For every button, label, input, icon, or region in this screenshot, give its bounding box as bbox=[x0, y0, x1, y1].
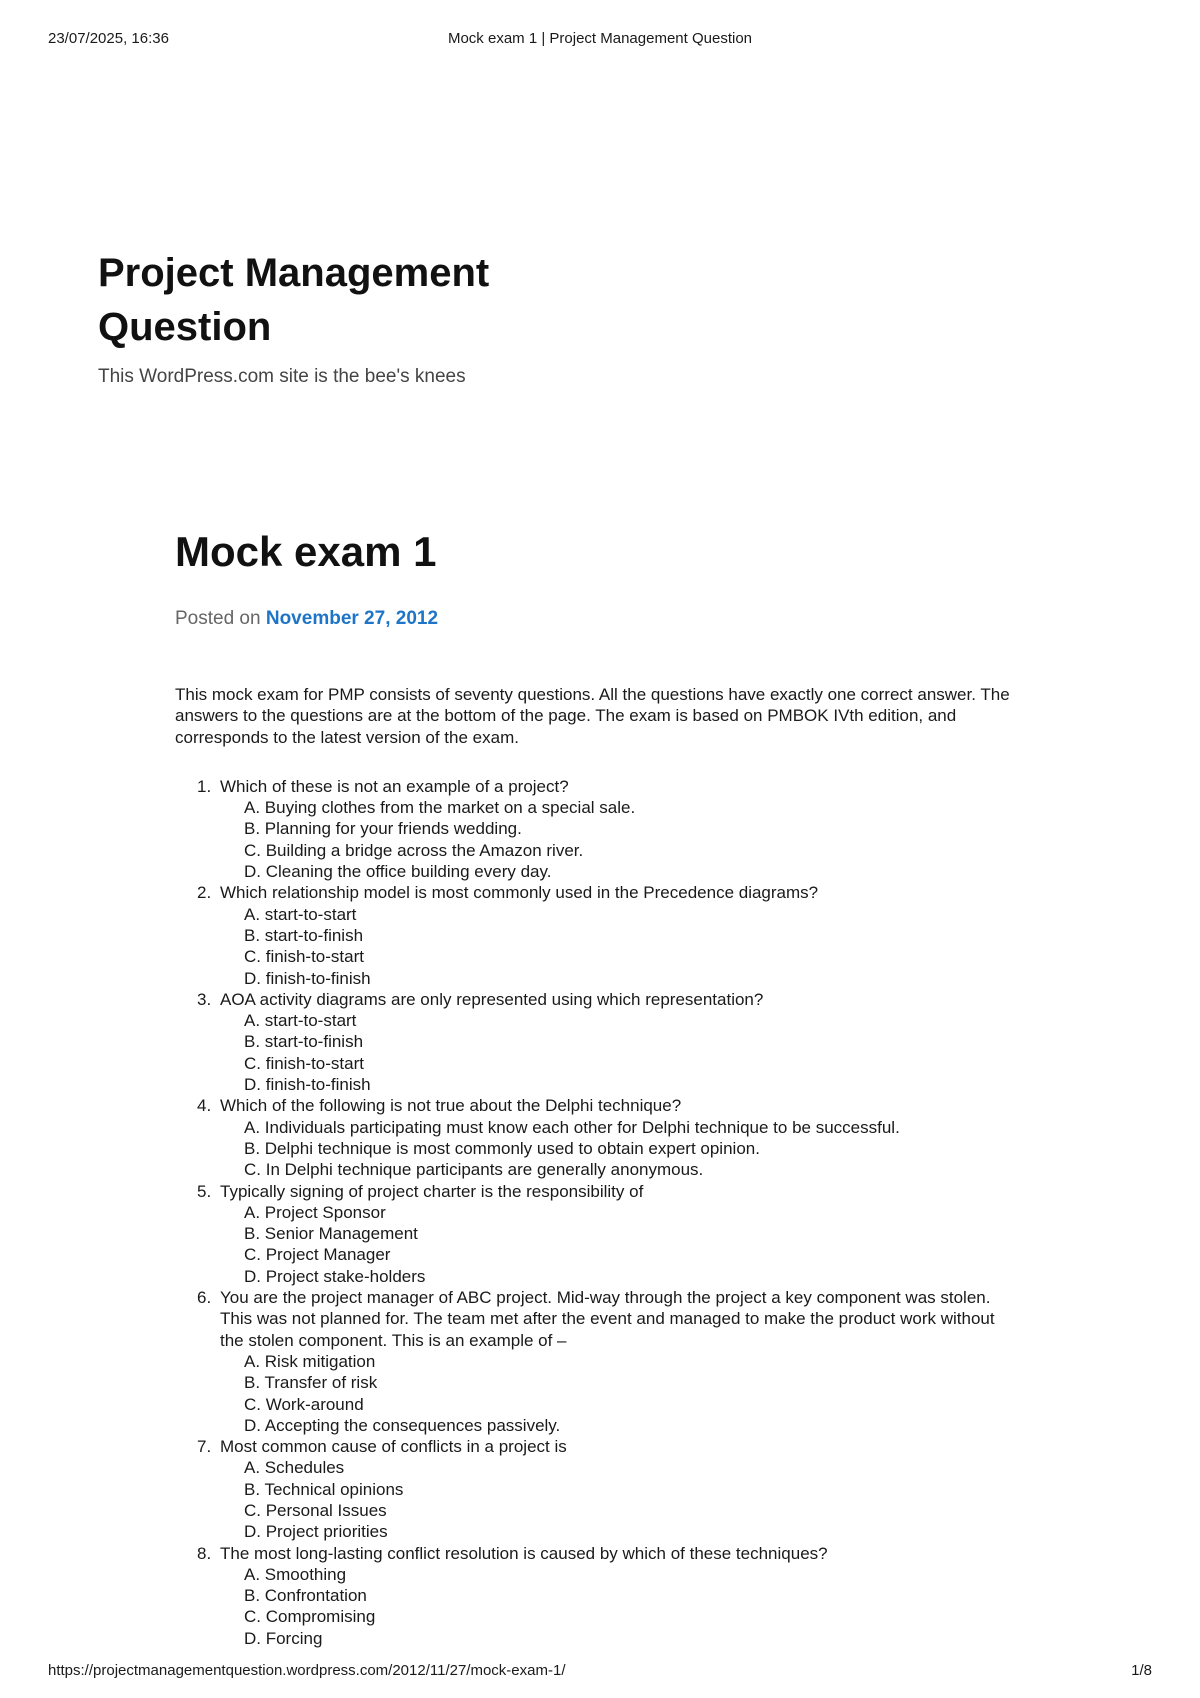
answer-option: A. Project Sponsor bbox=[244, 1202, 386, 1222]
question-number: 2. bbox=[197, 883, 212, 903]
answer-option: C. finish-to-start bbox=[244, 947, 364, 967]
answer-option: B. Planning for your friends wedding. bbox=[244, 819, 522, 839]
answer-option: C. finish-to-start bbox=[244, 1053, 364, 1073]
question-item bbox=[175, 1181, 1035, 1287]
print-page-title: Mock exam 1 | Project Management Question bbox=[447, 30, 753, 47]
print-footer bbox=[48, 1662, 1152, 1682]
question-text: Most common cause of conflicts in a project is bbox=[220, 1437, 567, 1457]
answer-option: A. start-to-start bbox=[244, 904, 357, 924]
answer-option: D. Cleaning the office building every day. bbox=[244, 862, 552, 882]
answer-option: C. Project Manager bbox=[244, 1245, 391, 1265]
question-text: You are the project manager of ABC project. Mid-way through the project a key component was stolen. This was not planned for. The team met after the event and managed to make the product work without the stolen component. This is an example of – bbox=[220, 1288, 995, 1350]
question-item bbox=[175, 989, 1035, 1095]
print-page-number: 1/8 bbox=[1131, 1662, 1152, 1679]
question-item bbox=[175, 1436, 1035, 1542]
question-item bbox=[175, 1287, 1035, 1436]
question-text: Typically signing of project charter is the responsibility of bbox=[220, 1181, 644, 1201]
answer-option: B. Delphi technique is most commonly used to obtain expert opinion. bbox=[244, 1138, 760, 1158]
answer-option: D. Project stake-holders bbox=[244, 1266, 426, 1286]
answer-option: C. Compromising bbox=[244, 1607, 376, 1627]
answer-option: C. Personal Issues bbox=[244, 1500, 387, 1520]
answer-option: C. Building a bridge across the Amazon river. bbox=[244, 840, 584, 860]
entry-meta bbox=[175, 608, 1035, 630]
question-item bbox=[175, 882, 1035, 988]
question-number: 5. bbox=[197, 1181, 212, 1201]
article bbox=[175, 524, 1035, 1649]
question-text: Which relationship model is most commonly used in the Precedence diagrams? bbox=[220, 883, 819, 903]
answer-option: D. Project priorities bbox=[244, 1522, 388, 1542]
option-list bbox=[220, 1010, 1035, 1095]
answer-option: B. Technical opinions bbox=[244, 1479, 404, 1499]
answer-option: B. start-to-finish bbox=[244, 925, 364, 945]
option-list bbox=[220, 1457, 1035, 1542]
option-list bbox=[220, 904, 1035, 989]
answer-option: C. Work-around bbox=[244, 1394, 364, 1414]
print-url: https://projectmanagementquestion.wordpress.com/2012/11/27/mock-exam-1/ bbox=[48, 1662, 566, 1679]
answer-option: A. Smoothing bbox=[244, 1564, 347, 1584]
entry-title: Mock exam 1 bbox=[175, 528, 437, 575]
answer-option: C. In Delphi technique participants are generally anonymous. bbox=[244, 1160, 704, 1180]
question-number: 1. bbox=[197, 776, 212, 796]
question-item bbox=[175, 776, 1035, 882]
question-list bbox=[175, 776, 1035, 1649]
print-datetime: 23/07/2025, 16:36 bbox=[48, 30, 169, 47]
answer-option: A. Schedules bbox=[244, 1458, 345, 1478]
option-list bbox=[220, 1202, 1035, 1287]
question-number: 3. bbox=[197, 989, 212, 1009]
question-number: 8. bbox=[197, 1543, 212, 1563]
answer-option: B. Confrontation bbox=[244, 1586, 367, 1606]
option-list bbox=[220, 797, 1035, 882]
answer-option: D. finish-to-finish bbox=[244, 1075, 371, 1095]
posted-on-label: Posted on bbox=[175, 608, 261, 629]
answer-option: B. start-to-finish bbox=[244, 1032, 364, 1052]
question-text: Which of the following is not true about the Delphi technique? bbox=[220, 1096, 682, 1116]
option-list bbox=[220, 1351, 1035, 1436]
answer-option: A. Risk mitigation bbox=[244, 1351, 376, 1371]
print-header bbox=[48, 30, 1152, 50]
post-date-link[interactable]: November 27, 2012 bbox=[265, 608, 439, 629]
answer-option: D. Accepting the consequences passively. bbox=[244, 1415, 561, 1435]
option-list bbox=[220, 1117, 1035, 1181]
intro-paragraph: This mock exam for PMP consists of seventy questions. All the questions have exactly one correct answer. The answers to the questions are at the bottom of the page. The exam is based on PMBOK IVth edition, and corresponds to the latest version of the exam. bbox=[175, 685, 1010, 747]
answer-option: A. Individuals participating must know each other for Delphi technique to be successful. bbox=[244, 1117, 900, 1137]
question-text: Which of these is not an example of a project? bbox=[220, 776, 569, 796]
question-text: The most long-lasting conflict resolution is caused by which of these techniques? bbox=[220, 1543, 828, 1563]
question-number: 6. bbox=[197, 1288, 212, 1308]
question-item bbox=[175, 1095, 1035, 1180]
site-header bbox=[98, 246, 618, 388]
option-list bbox=[220, 1564, 1035, 1649]
question-text: AOA activity diagrams are only represented using which representation? bbox=[220, 989, 764, 1009]
question-number: 4. bbox=[197, 1096, 212, 1116]
answer-option: D. finish-to-finish bbox=[244, 968, 371, 988]
question-number: 7. bbox=[197, 1437, 212, 1457]
site-description: This WordPress.com site is the bee's knees bbox=[98, 366, 466, 387]
answer-option: B. Senior Management bbox=[244, 1224, 418, 1244]
site-title[interactable]: Project Management Question bbox=[98, 251, 490, 349]
answer-option: A. Buying clothes from the market on a special sale. bbox=[244, 798, 636, 818]
answer-option: A. start-to-start bbox=[244, 1011, 357, 1031]
question-item bbox=[175, 1543, 1035, 1649]
answer-option: D. Forcing bbox=[244, 1628, 323, 1648]
answer-option: B. Transfer of risk bbox=[244, 1373, 378, 1393]
